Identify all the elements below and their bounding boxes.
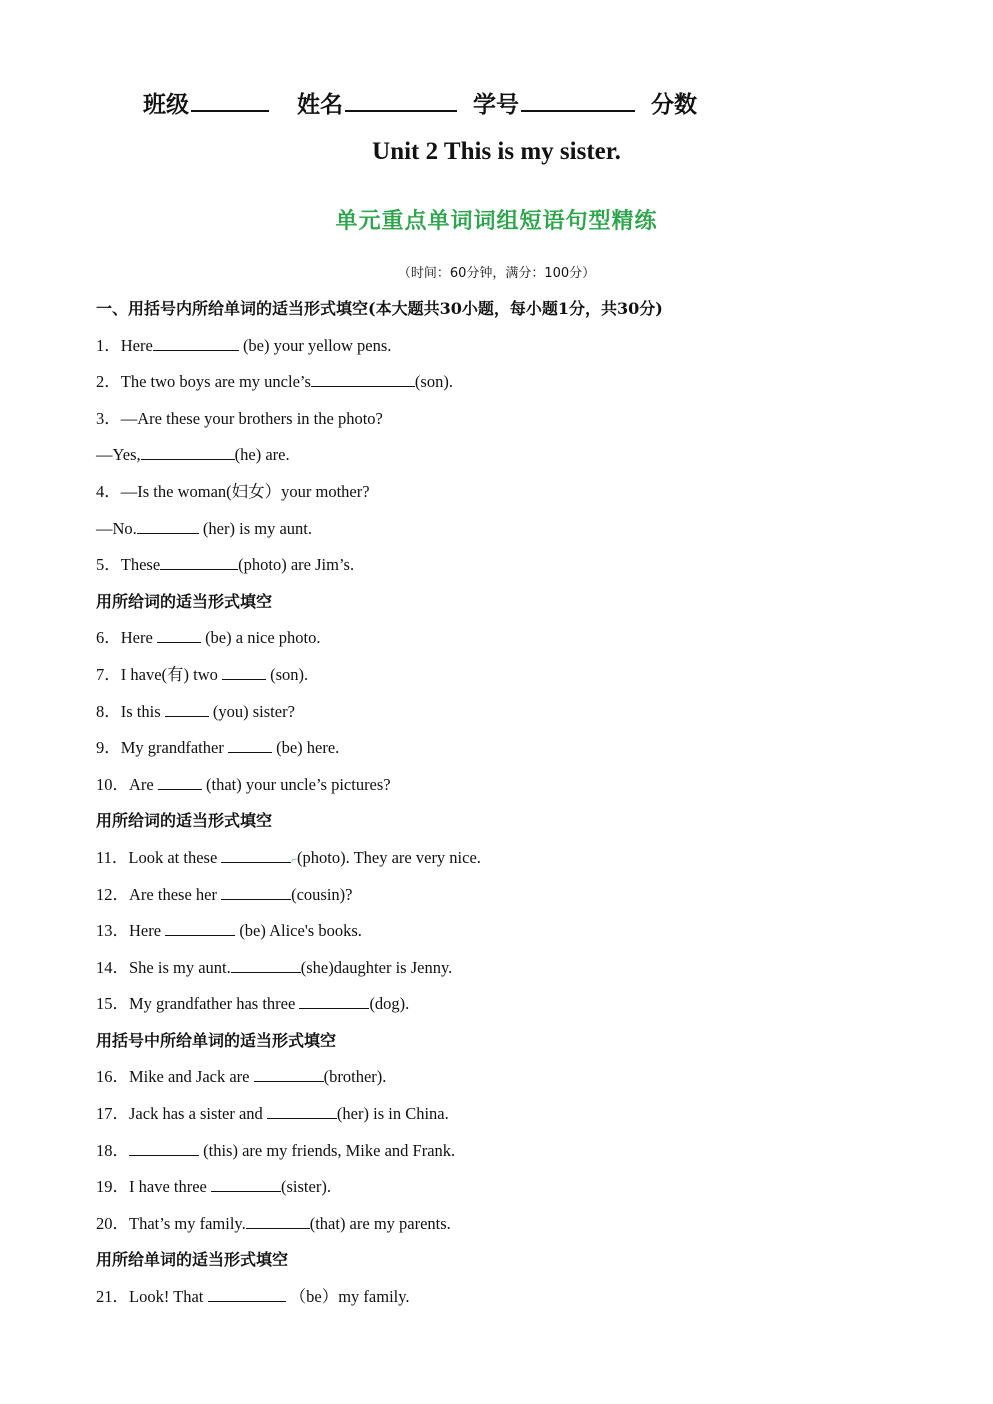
answer-blank[interactable] bbox=[153, 332, 239, 351]
question-row bbox=[96, 1062, 916, 1099]
question-row bbox=[96, 953, 916, 990]
question-text: Here bbox=[120, 335, 153, 355]
question-hint: (cousin)? bbox=[291, 884, 353, 904]
answer-blank[interactable] bbox=[165, 917, 235, 936]
answer-blank[interactable] bbox=[137, 515, 199, 534]
question-text: Mike and Jack are bbox=[129, 1067, 254, 1087]
question-text: Jack has a sister and bbox=[129, 1104, 267, 1124]
question-hint: (dog). bbox=[369, 994, 410, 1014]
question-hint: (that) are my parents. bbox=[309, 1213, 451, 1233]
score-label: 分数 bbox=[651, 91, 697, 118]
answer-blank[interactable] bbox=[158, 771, 202, 790]
question-number: 19． bbox=[96, 1177, 129, 1197]
question-row bbox=[96, 880, 916, 917]
question-number: 13． bbox=[96, 921, 129, 941]
class-label: 班级 bbox=[143, 91, 189, 118]
question-number: 4． bbox=[96, 481, 121, 501]
question-number: 20． bbox=[96, 1213, 129, 1233]
question-text: My grandfather bbox=[120, 738, 228, 758]
name-blank bbox=[345, 88, 457, 112]
answer-blank[interactable] bbox=[222, 661, 266, 680]
answer-blank[interactable] bbox=[160, 551, 238, 570]
question-text: These bbox=[120, 555, 161, 575]
question-number: 6． bbox=[96, 628, 121, 648]
question-hint: (be) Alice's books. bbox=[235, 921, 362, 941]
answer-blank[interactable] bbox=[211, 1173, 281, 1192]
question-hint: (son). bbox=[266, 664, 309, 684]
question-hint: （be）my family. bbox=[285, 1287, 410, 1307]
class-blank bbox=[191, 88, 269, 112]
question-hint: (be) a nice photo. bbox=[200, 628, 321, 648]
question-row bbox=[96, 697, 916, 734]
student-no-label: 学号 bbox=[473, 91, 519, 118]
question-number: 9． bbox=[96, 738, 121, 758]
question-number: 18． bbox=[96, 1140, 129, 1160]
question-row bbox=[96, 843, 916, 880]
question-row bbox=[96, 770, 916, 807]
question-number: 16． bbox=[96, 1067, 129, 1087]
question-row bbox=[96, 1099, 916, 1136]
question-row bbox=[96, 367, 916, 404]
answer-blank[interactable] bbox=[208, 1283, 286, 1302]
section-heading: 用所给词的适当形式填空 bbox=[96, 591, 273, 611]
question-row bbox=[96, 404, 916, 441]
question-hint: (her) is in China. bbox=[336, 1104, 449, 1124]
section-heading: 用括号中所给单词的适当形式填空 bbox=[96, 1030, 337, 1050]
question-hint: (be) your yellow pens. bbox=[238, 335, 392, 355]
answer-blank[interactable] bbox=[267, 1100, 337, 1119]
question-number: 17． bbox=[96, 1104, 129, 1124]
question-text: Are these her bbox=[129, 884, 222, 904]
answer-blank[interactable] bbox=[141, 441, 235, 460]
student-info-line bbox=[143, 86, 697, 119]
question-hint: (sister). bbox=[281, 1177, 331, 1197]
question-row bbox=[96, 440, 916, 477]
question-row bbox=[96, 660, 916, 697]
question-text: I have three bbox=[129, 1177, 211, 1197]
question-text: —Yes, bbox=[96, 445, 141, 465]
question-number: 11． bbox=[96, 847, 129, 867]
exercise-list bbox=[96, 294, 916, 1319]
answer-blank[interactable] bbox=[221, 844, 291, 863]
question-text: My grandfather has three bbox=[129, 994, 300, 1014]
question-hint: (you) sister? bbox=[208, 701, 295, 721]
question-row bbox=[96, 1209, 916, 1246]
question-row bbox=[96, 331, 916, 368]
question-row bbox=[96, 550, 916, 587]
question-number: 21． bbox=[96, 1287, 129, 1307]
answer-blank[interactable] bbox=[157, 624, 201, 643]
answer-blank[interactable] bbox=[254, 1063, 324, 1082]
question-row bbox=[96, 989, 916, 1026]
question-number: 12． bbox=[96, 884, 129, 904]
question-text: That’s my family. bbox=[129, 1213, 246, 1233]
question-number: 8． bbox=[96, 701, 121, 721]
question-hint: (photo). They are very nice. bbox=[297, 847, 481, 867]
section-heading: 用所给单词的适当形式填空 bbox=[96, 1250, 289, 1270]
question-text: —Is the woman(妇女）your mother? bbox=[120, 481, 370, 501]
name-label: 姓名 bbox=[297, 91, 343, 118]
section-heading: 用所给词的适当形式填空 bbox=[96, 811, 273, 831]
answer-blank[interactable] bbox=[231, 954, 301, 973]
question-hint: (he) are. bbox=[234, 445, 290, 465]
question-number: 14． bbox=[96, 957, 129, 977]
question-row bbox=[96, 1172, 916, 1209]
question-number: 1． bbox=[96, 335, 121, 355]
answer-blank[interactable] bbox=[221, 881, 291, 900]
question-row bbox=[96, 623, 916, 660]
question-row bbox=[96, 1136, 916, 1173]
question-text: Look at these bbox=[128, 847, 222, 867]
question-text: Are bbox=[129, 774, 158, 794]
answer-blank[interactable] bbox=[246, 1210, 310, 1229]
student-no-blank bbox=[521, 88, 635, 112]
question-number: 10． bbox=[96, 774, 129, 794]
answer-blank[interactable] bbox=[311, 368, 415, 387]
answer-blank[interactable] bbox=[299, 990, 369, 1009]
question-number: 15． bbox=[96, 994, 129, 1014]
answer-blank[interactable] bbox=[165, 698, 209, 717]
time-note: （时间：60分钟，满分：100分） bbox=[397, 266, 596, 281]
question-row bbox=[96, 733, 916, 770]
question-hint: (her) is my aunt. bbox=[198, 518, 312, 538]
question-number: 2． bbox=[96, 372, 121, 392]
question-row bbox=[96, 916, 916, 953]
question-text: I have(有) two bbox=[120, 664, 223, 684]
question-text: Look! That bbox=[129, 1287, 208, 1307]
question-text: The two boys are my uncle’s bbox=[120, 372, 311, 392]
question-row bbox=[96, 514, 916, 551]
question-hint: (that) your uncle’s pictures? bbox=[201, 774, 391, 794]
question-hint: (son). bbox=[414, 372, 453, 392]
page-title: Unit 2 This is my sister. bbox=[372, 138, 621, 165]
question-number: 3． bbox=[96, 408, 121, 428]
answer-blank[interactable] bbox=[129, 1137, 199, 1156]
question-number: 7． bbox=[96, 664, 121, 684]
question-text: —No. bbox=[96, 518, 137, 538]
question-text: —Are these your brothers in the photo? bbox=[120, 408, 383, 428]
question-hint: (be) here. bbox=[271, 738, 340, 758]
question-text: She is my aunt. bbox=[129, 957, 231, 977]
page-subtitle: 单元重点单词词组短语句型精练 bbox=[335, 208, 658, 234]
question-text: Here bbox=[120, 628, 157, 648]
answer-blank[interactable] bbox=[228, 734, 272, 753]
green-mark-icon: ⌐ bbox=[291, 854, 298, 866]
question-hint: (photo) are Jim’s. bbox=[238, 555, 355, 575]
question-hint: (she)daughter is Jenny. bbox=[300, 957, 453, 977]
question-row bbox=[96, 1282, 916, 1319]
section-heading: 一、用括号内所给单词的适当形式填空(本大题共30小题，每小题1分，共30分) bbox=[96, 299, 663, 318]
question-text: Here bbox=[129, 921, 166, 941]
question-hint: (this) are my friends, Mike and Frank. bbox=[199, 1140, 456, 1160]
question-row bbox=[96, 477, 916, 514]
question-text: Is this bbox=[120, 701, 165, 721]
question-number: 5． bbox=[96, 555, 121, 575]
question-hint: (brother). bbox=[323, 1067, 387, 1087]
